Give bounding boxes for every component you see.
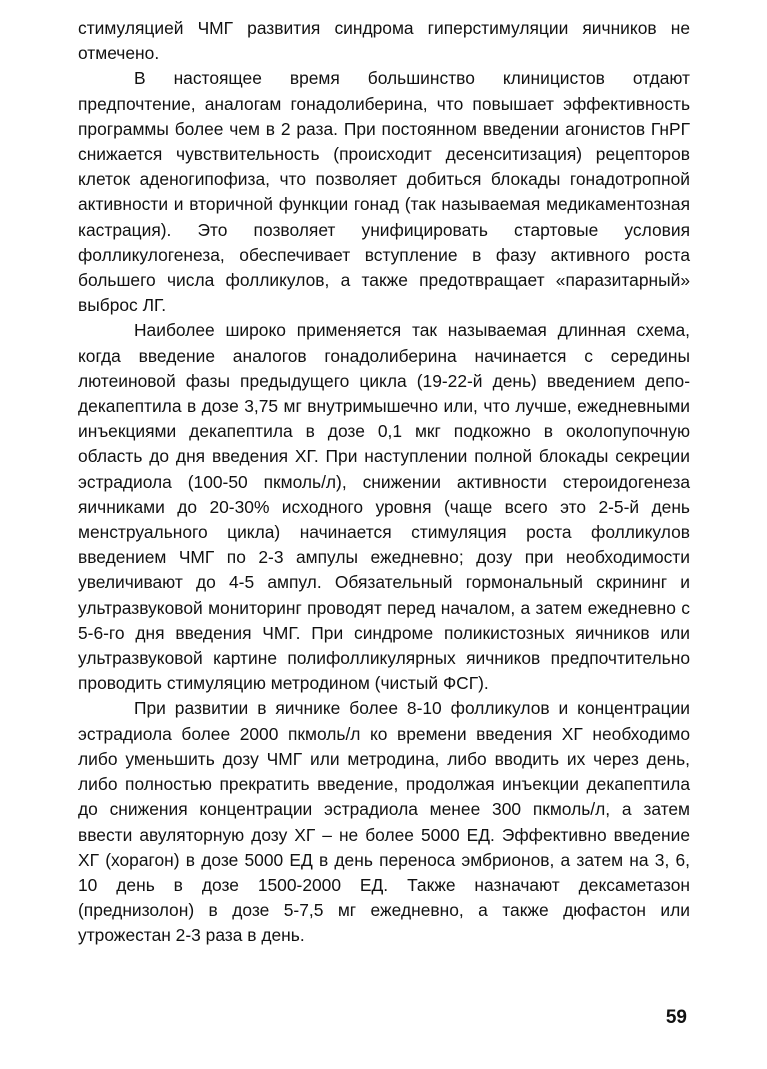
paragraph-gnrh-analogs: В настоящее время большинство клиницистов отдают предпочтение, аналогам гонадолиберина, что повышает эффективность программы более чем в 2 раза. При постоянном введении агонистов ГнРГ снижается чувствительность (происходит десенситизация) рецепторов клеток аденогипофиза, что позволяет добиться блокады гонадотропной активности и вторичной функции гонад (так называемая медикаментозная кастрация). Это позволяет унифицировать стартовые условия фолликулогенеза, обеспечивает вступление в фазу активного роста большего числа фолликулов, а также предотвращает «паразитарный» выброс ЛГ.	[78, 68, 690, 316]
paragraph-long-protocol: Наиболее широко применяется так называемая длинная схема, когда введение аналогов гонадолиберина начинается с середины лютеиновой фазы предыдущего цикла (19-22-й день) введением депо-декапептила в дозе 3,75 мг внутримышечно или, что лучше, ежедневными инъекциями декапептила в дозе 0,1 мкг подкожно в околопупочную область до дня введения ХГ. При наступлении полной блокады секреции эстрадиола (100-50 пкмоль/л), снижении активности стероидогенеза яичниками до 20-30% исходного уровня (чаще всего это 2-5-й день менструального цикла) начинается стимуляция роста фолликулов введением ЧМГ по 2-3 ампулы ежедневно; дозу при необходимости увеличивают до 4-5 ампул. Обязательный гормональный скрининг и ультразвуковой мониторинг проводят перед началом, а затем ежедневно с 5-6-го дня введения ЧМГ. При синдроме поликистозных яичников или ультразвуковой картине полифолликулярных яичников предпочтительно проводить стимуляцию метродином (чистый ФСГ).	[78, 320, 690, 694]
paragraph-continuation: стимуляцией ЧМГ развития синдрома гиперстимуляции яичников не отмечено.	[78, 18, 690, 64]
body-text	[78, 16, 690, 949]
paragraph-follicle-development: При развитии в яичнике более 8-10 фолликулов и концентрации эстрадиола более 2000 пкмоль/л ко времени введения ХГ необходимо либо уменьшить дозу ЧМГ или метродина, либо вводить их через день, либо полностью прекратить введение, продолжая инъекции декапептила до снижения концентрации эстрадиола менее 300 пкмоль/л, а затем ввести авуляторную дозу ХГ – не более 5000 ЕД. Эффективно введение ХГ (хорагон) в дозе 5000 ЕД в день переноса эмбрионов, а затем на 3, 6, 10 день в дозе 1500-2000 ЕД. Также назначают дексаметазон (преднизолон) в дозе 5-7,5 мг ежедневно, а также дюфастон или утрожестан 2-3 раза в день.	[78, 698, 690, 946]
page-number: 59	[665, 1007, 687, 1028]
